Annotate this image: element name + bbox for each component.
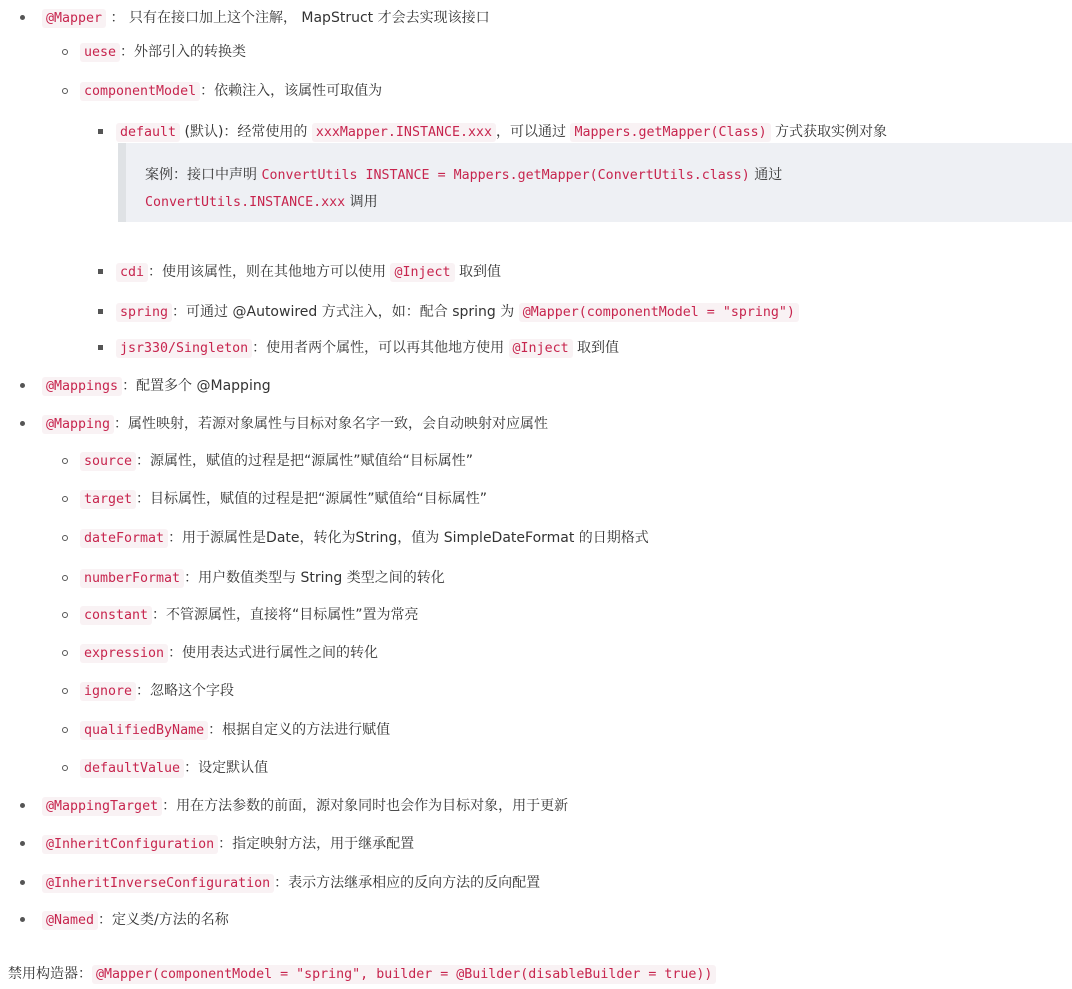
list-bullet-icon [62,688,68,694]
item-text: ：定义类/方法的名称 [98,912,229,928]
list-item [0,792,1072,818]
list-item-content [42,795,568,815]
disable-builder-line [0,960,1072,986]
list-item [0,258,1072,284]
list-item [0,334,1072,360]
list-bullet-icon [62,612,68,618]
inline-code: @Mappings [42,377,122,396]
inline-code: xxxMapper.INSTANCE.xxx [312,123,496,142]
inline-code: @InheritConfiguration [42,835,218,854]
item-text: ：属性映射，若源对象属性与目标对象名字一致，会自动映射对应属性 [114,416,549,432]
list-item-content [80,80,382,100]
list-bullet-icon [98,345,103,350]
list-bullet-icon [62,496,68,502]
inline-code: target [80,490,136,509]
item-text: ：指定映射方法，用于继承配置 [218,836,415,852]
item-text: 取到值 [454,264,501,280]
inline-code: expression [80,644,168,663]
list-item-content [42,7,490,27]
item-text: ：源属性，赋值的过程是把“源属性”赋值给“目标属性” [136,453,474,469]
list-item [0,118,1072,144]
list-item-content [80,527,649,547]
item-text: ：用于源属性是Date，转化为String，值为 SimpleDateFormat 的日期格式 [168,530,649,546]
inline-code: @MappingTarget [42,797,162,816]
inline-code: qualifiedByName [80,721,208,740]
example-blockquote [118,143,1072,222]
list-item [0,639,1072,665]
item-text: ：设定默认值 [184,760,269,776]
list-bullet-icon [20,15,25,20]
list-item-content [42,872,540,892]
inline-code: uese [80,43,120,62]
list-item-content [42,413,548,433]
inline-code: @InheritInverseConfiguration [42,874,274,893]
list-bullet-icon [20,841,25,846]
list-item-content [8,963,716,983]
item-text: ：可通过 @Autowired 方式注入，如：配合 spring 为 [172,304,519,320]
list-bullet-icon [62,727,68,733]
item-text: ，可以通过 [496,124,571,140]
inline-code: source [80,452,136,471]
item-text: ：目标属性，赋值的过程是把“源属性”赋值给“目标属性” [136,491,488,507]
list-bullet-icon [62,458,68,464]
list-item [0,298,1072,324]
list-item-content [80,680,234,700]
list-item [0,524,1072,550]
list-item [0,447,1072,473]
list-bullet-icon [20,383,25,388]
list-item-content [80,488,487,508]
item-text: ：外部引入的转换类 [120,44,247,60]
list-item-content [42,909,229,929]
inline-code: @Named [42,911,98,930]
inline-code: @Inject [509,339,573,358]
list-item [0,677,1072,703]
list-item [0,869,1072,895]
quote-text: 案例：接口中声明 [145,167,262,183]
item-text: 方式获取实例对象 [770,124,888,140]
item-text: ：使用该属性，则在其他地方可以使用 [148,264,391,280]
list-bullet-icon [98,129,103,134]
item-text: (默认)：经常使用的 [180,124,312,140]
item-text: ：不管源属性，直接将“目标属性”置为常亮 [152,607,419,623]
list-item [0,38,1072,64]
list-bullet-icon [62,650,68,656]
list-item [0,906,1072,932]
list-bullet-icon [98,269,103,274]
item-text: ：使用者两个属性，可以再其他地方使用 [252,340,509,356]
list-item-content [116,301,799,321]
quote-text: 调用 [345,194,378,210]
inline-code: componentModel [80,82,200,101]
inline-code: @Mapper(componentModel = "spring", builder = @Builder(disableBuilder = true)) [92,965,716,984]
list-bullet-icon [98,309,103,314]
inline-code: jsr330/Singleton [116,339,252,358]
inline-code: dateFormat [80,529,168,548]
list-item [0,830,1072,856]
list-bullet-icon [62,535,68,541]
item-text: ：依赖注入，该属性可取值为 [200,83,383,99]
list-bullet-icon [20,421,25,426]
list-item-content [80,642,378,662]
list-bullet-icon [20,880,25,885]
inline-code: ignore [80,682,136,701]
list-item [0,410,1072,436]
inline-code: cdi [116,263,148,282]
list-item [0,4,1072,30]
list-item-content [42,833,414,853]
list-item-content [80,567,445,587]
list-item-content [80,757,268,777]
inline-code: ConvertUtils INSTANCE = Mappers.getMapper(ConvertUtils.class) [261,168,750,183]
item-text: ：用在方法参数的前面，源对象同时也会作为目标对象，用于更新 [162,798,569,814]
list-item [0,77,1072,103]
list-bullet-icon [20,803,25,808]
quote-line-1 [145,162,1072,189]
inline-code: spring [116,303,172,322]
list-item-content [116,121,887,141]
item-text: ：忽略这个字段 [136,683,235,699]
list-item-content [116,261,501,281]
list-item-content [80,41,246,61]
quote-line-2 [145,189,1072,216]
list-item [0,485,1072,511]
item-text: ：用户数值类型与 String 类型之间的转化 [184,570,445,586]
inline-code: Mappers.getMapper(Class) [570,123,770,142]
list-item [0,716,1072,742]
list-item-content [116,337,619,357]
list-item [0,564,1072,590]
item-text: ：表示方法继承相应的反向方法的反向配置 [274,875,541,891]
quote-text: 通过 [749,167,783,183]
inline-code: numberFormat [80,569,184,588]
list-item-content [80,604,419,624]
inline-code: ConvertUtils.INSTANCE.xxx [145,195,346,210]
inline-code: @Mapper [42,9,106,28]
list-item-content [42,375,271,395]
item-text: ：配置多个 @Mapping [122,378,271,394]
list-bullet-icon [62,575,68,581]
list-bullet-icon [62,88,68,94]
item-text: 禁用构造器： [8,966,92,982]
list-item [0,372,1072,398]
list-bullet-icon [62,765,68,771]
list-item [0,754,1072,780]
inline-code: @Mapper(componentModel = "spring") [519,303,799,322]
inline-code: constant [80,606,152,625]
list-item [0,601,1072,627]
list-item-content [80,719,390,739]
list-bullet-icon [62,49,68,55]
inline-code: @Mapping [42,415,114,434]
list-bullet-icon [20,917,25,922]
item-text: ：使用表达式进行属性之间的转化 [168,645,379,661]
inline-code: @Inject [390,263,454,282]
item-text: ： 只有在接口加上这个注解， MapStruct 才会去实现该接口 [106,10,490,26]
item-text: ：根据自定义的方法进行赋值 [208,722,391,738]
inline-code: defaultValue [80,759,184,778]
item-text: 取到值 [572,340,620,356]
list-item-content [80,450,473,470]
inline-code: default [116,123,180,142]
